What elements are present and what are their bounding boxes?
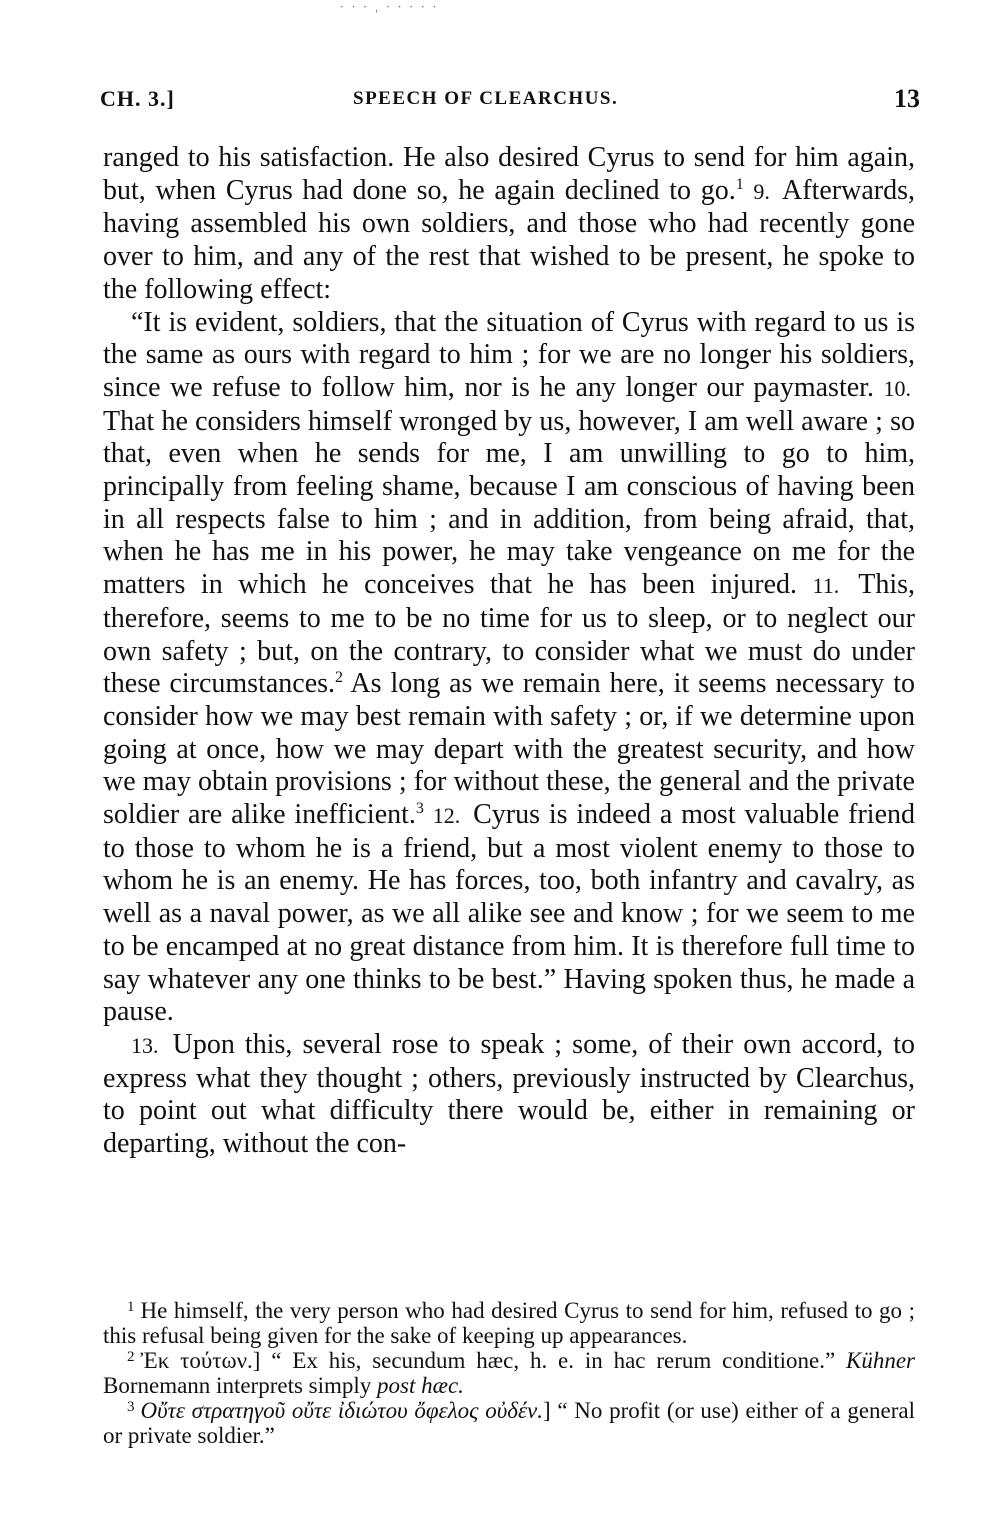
text-run: Cyrus is indeed a most valuable friend to those to whom he is a friend, but a most violent enemy to those to whom he is an enemy. He has forces, too, both infantry and cavalry, as well as a naval power, as we all alike see and know ; for we seem to me to be encamped at no great distance from him. It is therefore full time to say whatever any one thinks to be best.” Having spoken thus, he made a pause. [103, 799, 916, 1028]
footnote-marker: 2 [127, 1349, 135, 1365]
footnote-marker: 1 [127, 1299, 135, 1315]
italic-text: Kühner [846, 1348, 915, 1373]
section-number: 13. [131, 1032, 159, 1058]
text-run [424, 799, 433, 830]
text-run [744, 175, 754, 206]
paragraph [103, 1029, 915, 1161]
running-head [100, 82, 920, 122]
footnote [103, 1398, 915, 1448]
text-run: Bornemann interprets simply [103, 1373, 378, 1398]
paragraph [103, 142, 915, 307]
text-run: That he considers himself wronged by us, however, I am well aware ; so that, even when he sends for me, I am unwilling to go to him, principally from feeling shame, because I am conscious of having been in all respects false to him ; and in addition, from being afraid, that, when he has me in his power, he may take vengeance on me for the matters in which he conceives that he has been injured. [103, 405, 915, 601]
italic-text: Οὔτε στρατηγοῦ οὔτε ἰδιώτου ὄφελος οὐδέν. [140, 1398, 543, 1423]
section-number: 12. [432, 803, 461, 829]
text-run: This, therefore, seems to me to be no time for us to sleep, or to neglect our own safety ; but, on the contrary, to consider what we must do under these circumstances. [103, 569, 915, 700]
main-text [103, 142, 915, 1161]
running-title: SPEECH OF CLEARCHUS. [353, 88, 619, 109]
footnote-marker: 3 [127, 1399, 135, 1415]
footnote-reference: 1 [735, 175, 744, 193]
text-run: Afterwards, having assembled his own soldiers, and those who had recently gone over to him, and any of the rest that wished to be present, he spoke to the following effect: [103, 174, 916, 305]
page-top-smudge: · · · ˌ · · · · · [340, 0, 439, 14]
text-run: As long as we remain here, it seems necessary to consider how we may best remain with safety ; or, if we determine upon going at once, how we may depart with the greatest security, and how we may obtain provisions ; for without these, the general and the private soldier are alike inefficient. [103, 668, 916, 831]
chapter-label: CH. 3.] [100, 86, 175, 111]
section-number: 10. [883, 375, 911, 401]
section-number: 9. [753, 178, 770, 204]
footnote [103, 1298, 915, 1348]
text-run: Upon this, several rose to speak ; some, of their own accord, to express what they thought ; others, previously instructed by Clearchus, to point out what difficulty there would be, either in remaining or departing, without the con- [103, 1028, 915, 1160]
text-run: “It is evident, soldiers, that the situation of Cyrus with regard to us is the same as ours with regard to him ; for we are no longer his soldiers, since we refuse to follow him, nor is he any longer our paymaster. [103, 306, 915, 403]
section-number: 11. [812, 573, 840, 599]
paragraph [103, 307, 915, 1029]
footnote [103, 1348, 915, 1398]
footnotes [103, 1298, 915, 1448]
text-run: Ἐκ τούτων.] “ Ex his, secundum hæc, h. e. in hac rerum conditione.” [140, 1348, 846, 1373]
italic-text: post hæc. [377, 1373, 464, 1398]
text-run: He himself, the very person who had desired Cyrus to send for him, refused to go ; this refusal being given for the sake of keeping up appearances. [103, 1298, 915, 1348]
text-run: ] “ No profit (or use) either of a general or private soldier.” [103, 1398, 915, 1448]
text-run: ranged to his satisfaction. He also desired Cyrus to send for him again, but, when Cyrus had done so, he again declined to go. [103, 142, 915, 206]
page-number: 13 [894, 84, 920, 113]
footnote-reference: 3 [415, 800, 424, 818]
footnote-reference: 2 [335, 669, 344, 687]
